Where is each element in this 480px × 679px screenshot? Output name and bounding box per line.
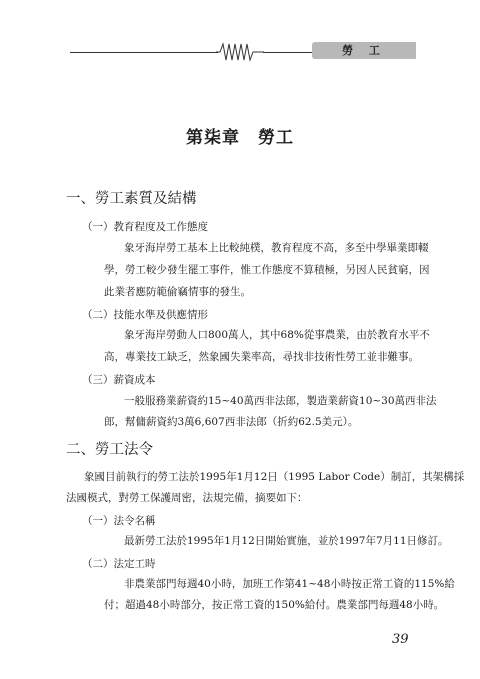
subsection-label: （一）法令名稱 — [82, 515, 156, 527]
paragraph-line: 一般服務業薪資約15~40萬西非法郎，製造業薪資10~30萬西非法 — [124, 395, 437, 407]
paragraph-line: 非農業部門每週40小時，加班工作第41~48小時按正常工資的115%給 — [124, 578, 455, 590]
header-section-tab: 勞 工 — [312, 42, 416, 59]
paragraph-line: 此業者應防範偷竊情事的發生。 — [104, 286, 251, 298]
paragraph-line: 象牙海岸勞動人口800萬人，其中68%從事農業，由於教育水平不 — [124, 329, 430, 341]
subsection-label: （一）教育程度及工作態度 — [82, 221, 208, 233]
section-heading: 二、勞工法令 — [66, 442, 153, 458]
paragraph-line: 最新勞工法於1995年1月12日開始實施，並於1997年7月11日修訂。 — [124, 535, 449, 547]
paragraph-line: 象牙海岸勞工基本上比較純樸，教育程度不高，多至中學畢業即輟 — [124, 242, 429, 254]
page-number: 39 — [392, 632, 409, 647]
subsection-label: （三）薪資成本 — [82, 374, 156, 386]
header-rule-left — [70, 52, 218, 53]
paragraph-line: 高，專業技工缺乏，然象國失業率高，尋找非技術性勞工並非難事。 — [104, 351, 419, 363]
paragraph-line: 郎，幫傭薪資約3萬6,607西非法郎（折約62.5美元）。 — [104, 416, 359, 428]
intro-line: 法國模式，對勞工保護周密，法規完備，摘要如下： — [66, 492, 308, 504]
intro-line: 象國目前執行的勞工法於1995年1月12日（1995 Labor Code）制訂，其架構採 — [84, 471, 465, 483]
section-heading: 一、勞工素質及結構 — [66, 191, 197, 207]
chapter-title: 第柒章 勞工 — [186, 128, 294, 148]
heartbeat-ornament-icon — [216, 42, 264, 62]
subsection-label: （二）技能水準及供應情形 — [82, 309, 208, 321]
header-rule-right — [263, 52, 313, 53]
paragraph-line: 付；超過48小時部分，按正常工資的150%給付。農業部門每週48小時。 — [104, 599, 445, 611]
paragraph-line: 學，勞工較少發生罷工事件，惟工作態度不算積極，另因人民貧窮，因 — [104, 264, 430, 276]
subsection-label: （二）法定工時 — [82, 558, 156, 570]
